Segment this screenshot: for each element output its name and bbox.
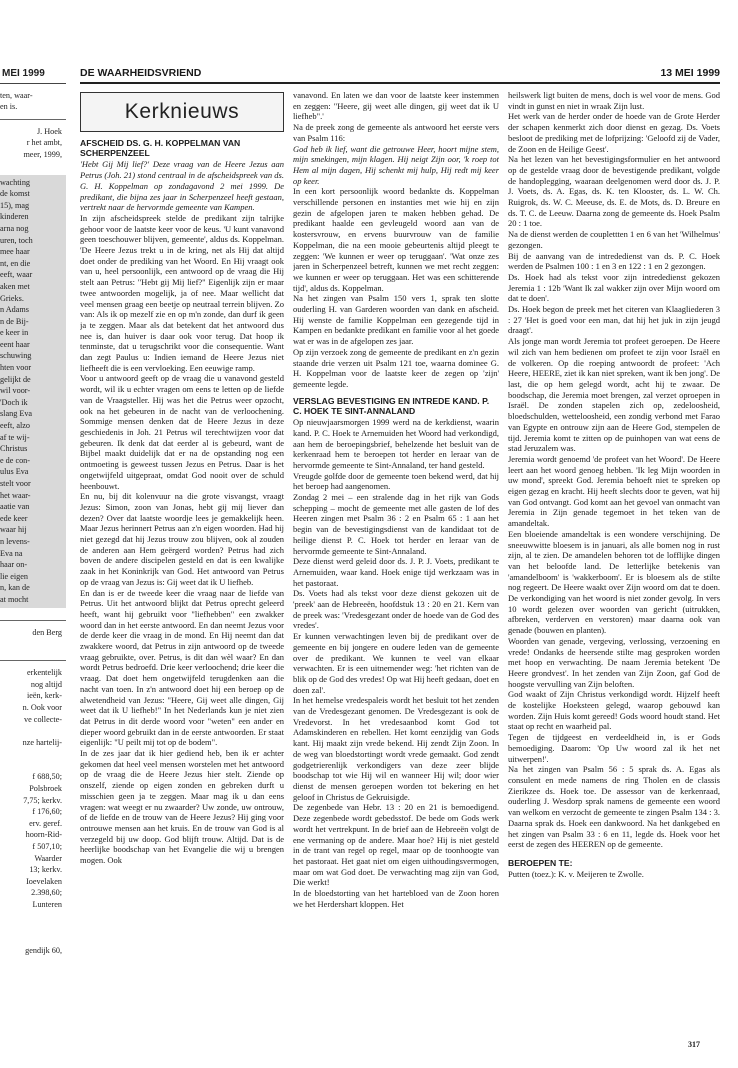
strip-line: nze hartelij- [22,737,62,747]
paragraph: En dan is er de tweede keer die vraag naar de liefde van Petrus. Uit het antwoord blijkt dat Petrus oprecht geleerd heeft, want hij gebruikt voor "liefhebben" een zwakker woord dan in het eerste antwoord. En dan neemt Jezus voor de derde keer die vraag in de mond. En Hij neemt dan dat zwakkere woord, dat Petrus in zijn antwoord op de tweede vraag gebruikte, over. Petrus, is dit dan wèl waar? En dan wordt Petrus bedroefd. Drie keer verloochend; drie keer die vraag. Dat doet hem ongetwijfeld terugdenken aan die nacht van toen. In z'n antwoord doet hij een beroep op de alwetendheid van Jezus: "Heere, Gij weet alle dingen, Gij weet dat ik U liefheb!" In het Nederlands kun je niet zien dat Petrus in dit derde woord voor "weten" een ander en dieper woord gebruikt dan in de eerste antwoorden. Er staat eigenlijk: "U peilt mij tot op de bodem". [80,587,284,748]
section-title: Kerknieuws [124,99,240,123]
strip-line: e keer in [0,328,29,338]
strip-line: slang Eva [0,409,33,419]
paragraph: Zondag 2 mei – een stralende dag in het rijk van Gods schepping – mocht de gemeente met alle gasten de lof des Heeren zingen met Psalm 36 : 2 en Psalm 65 : 1 aan het begin van de bevestigingsdienst van de kandidaat tot de heilige dienst P. C. Hoek tot herder en leraar van de hervormde gemeente te Sint-Annaland. [293,492,499,556]
strip-line: 'Doch ik [0,397,28,407]
strip-line: r het ambt, [26,138,62,148]
article-heading-hoek: VERSLAG BEVESTIGING EN INTREDE KAND. P. C. HOEK TE SINT-ANNALAND [293,395,490,416]
paragraph: In zijn afscheidspreek stelde de predikant zijn talrijke gehoor voor de laatste keer voor de keus. 'U kunt vanavond geen toeschouwer blijven, gemeente', aldus ds. Koppelman. 'De Heere Jezus trekt u in de kring, net als Hij dat altijd doet onder de prediking van het Woord. En Hij vraagt ook van u, heel persoonlijk, een antwoord op de vraag die Hij stelt aan Petrus: "Hebt gij Mij lief?" Eigenlijk zijn er maar twee antwoorden mogelijk, ja of nee. Maar wellicht dat veel mensen graag een beetje op neutraal terrein blijven. Zo van: Als ik op mezelf zie en op m'n zonde, dan durf ik geen ja te zeggen. Maar als dat betekent dat het antwoord dus nee is, dan huiver is daar ook voor terug. Dat hoop ik tenminste, dat u terugschrikt voor die consequentie. Want dan zegt Paulus u: Indien iemand de Heere Jezus niet liefheeft die is een vervloeking. Een eeuwige ramp. [80,212,284,373]
paragraph: In de bloedstorting van het hartebloed van de Zoon horen we het Herdershart kloppen. Het [293,888,499,909]
strip-line: n Adams [0,305,29,315]
strip-line: den Berg [32,627,62,637]
strip-line [0,725,66,737]
paragraph: Als jonge man wordt Jeremia tot profeet geroepen. De Heere wil zich van hem bedienen om profeet te zijn voor Israël en de volkeren. Op die roeping antwoordt de profeet: 'Ach Heere, HEERE, ziet ik kan niet spreken, want ik ben jong'. De last, die op hem gelegd wordt, acht hij te zwaar. De boodschap, die Jeremia moet brengen, zal verzet oproepen in Israël. De zonden stapelen zich op, zedeloosheid, bloedschulden, wetteloosheid, een zondig verbond met Farao van Egypte en ontrouw zijn aan de Heere God, stempelen de tijd. Jeremia komt te zitten op de puinhopen van wat eens de stad Jeruzalem was. [508,336,720,454]
strip-top-lines [0,90,66,113]
strip-line: Grieks. [0,293,24,303]
strip-line: uren, toch [0,235,33,245]
paragraph: Jeremia wordt genoemd 'de profeet van het Woord'. De Heere leert aan het woord genoeg hebben. 'Ik leg Mijn woorden in uw mond', spreekt God. Jeremia behoeft niet te spreken op eigen gezag en kracht. Hij heeft slechts door te geven, wat hij van God ontvangt. God komt aan het gevoel van onmacht van Jeremia in Zijn genade tegemoet in het teken van de amandeltak. [508,453,720,529]
paragraph: vanavond. En laten we dan voor de laatste keer instemmen en zeggen: "Heere, gij weet alle dingen, gij weet dat ik U liefheb".' [293,90,499,122]
strip-line: f 176,60; [32,807,62,817]
strip-line: haar on- [0,560,28,570]
strip-line: f 507,10; [32,842,62,852]
paragraph: In de zes jaar dat ik hier gediend heb, ben ik er achter gekomen dat heel veel mensen worstelen met het antwoord op de vraag die de Heere Jezus hier stelt. Ziende op onszelf, ziende op eigen zonden en gebreken durft u misschien geen ja te zeggen. Maar mag ik u dan eens vragen: wat weegt er nu zwaarder? Uw zonde, uw ontrouw, of de liefde en de trouw van de Heere Jezus? Hij ging voor ontrouwe mensen aan het kruis. En de trouw van God is al verzegeld bij uw doop. God blijft trouw. Altijd. Dat is de heerlijke boodschap van het Evangelie die wij u brengen mogen. Ook [80,748,284,866]
strip-line [0,934,66,946]
paragraph: God heb ik lief, want die getrouwe Heer, hoort mijne stem, mijn smekingen, mijn klagen. Hij neigt Zijn oor, 'k roep tot Hem al mijn dagen, Hij schenkt mij hulp, Hij redt mij keer op keer. [293,143,499,186]
strip-line: f 688,50; [32,772,62,782]
strip-line: ve collecte- [24,714,62,724]
paragraph: Ds. Voets had als tekst voor deze dienst gekozen uit de 'preek' aan de Hebreeën, hoofdstuk 13 : 20 en 21. Kern van de preek was: 'Vredesgezant onder de hoede van de God des vredes'. [293,588,499,631]
strip-line: aken met [0,281,30,291]
strip-line: 2.398,60; [31,888,62,898]
strip-line: de komst [0,189,30,199]
beroepen-heading: BEROEPEN TE: [508,857,573,868]
strip-line: 13; kerkv. [29,865,62,875]
paragraph: heilswerk ligt buiten de mens, doch is wel voor de mens. God vindt in gunst en niet in wraak Zijn lust. [508,90,720,111]
paragraph: Op nieuwjaarsmorgen 1999 werd na de kerkdienst, waarin kand. P. C. Hoek te Arnemuiden het Woord had verkondigd, aan hem de beroepingsbrief, behelzende het besluit van de kerkenraad hem te beroepen tot herder en leraar van de hervormde gemeente te Sint-Annaland, ter hand gesteld. [293,417,499,470]
strip-line: n, kan de [0,583,30,593]
paragraph: 'Hebt Gij Mij lief?' Deze vraag van de Heere Jezus aan Petrus (Joh. 21) stond centraal in de afscheidspreek van ds. G. H. Koppelman op zondagavond 2 mei 1999. De predikant, die bijna zes jaar in Scherpenzeel heeft gestaan, vertrekt naar de hervormde gemeente van Kampen. [80,159,284,213]
strip-line: Christus [0,444,28,454]
paragraph: En nu, bij dit kolenvuur na die grote visvangst, vraagt Jezus: Simon, zoon van Jonas, hebt gij mij liever dan dezen? Over dat laatste woordje lees je gemakkelijk heen. Maar Jezus herinnert Petrus aan z'n eigen woorden. Had hij niet gezegd dat hij Jezus trouw zou blijven, ook al zouden de anderen aan Hem geërgerd worden? Petrus had zich boven de andere discipelen gesteld en dat is een kwalijke zaak in het Koninkrijk van God. Het antwoord van Petrus op de vraag van Jezus is: Gij weet dat ik U liefheb. [80,491,284,587]
section-title-box [80,92,284,132]
paragraph: In een kort persoonlijk woord bedankte ds. Koppelman verschillende personen en instanties met wie hij en zijn gezin de afgelopen jaren te maken hebben gehad. De predikant haalde een gevleugeld woord aan van de kostersvrouw, en ervens buurvrouw van de familie Koppelman, die na een mooie gebeurtenis altijd pleegt te zeggen: 'We kunnen er weer op teruggaan'. 'Wat onze zes jaren in Scherpenzeel betreft, kunnen we met recht zeggen: we kunnen er weer op teruggaan. Het was een schitterende tijd', aldus ds. Koppelman. [293,186,499,293]
strip-mid-lines [0,627,66,639]
strip-line: en is. [0,102,18,112]
strip-line: gendijk 60, [25,946,62,956]
strip-line: ieën, kerk- [26,691,62,701]
page-header [80,67,720,81]
strip-line: hoorn-Rid- [25,830,62,840]
strip-line: Polsbroek [29,784,62,794]
paragraph: Ds. Hoek had als tekst voor zijn intrededienst gekozen Jeremia 1 : 12b 'Want Ik zal wakker zijn over Mijn woord om dat te doen'. [508,271,720,304]
strip-line: meer, 1999, [23,149,62,159]
strip-line: nt, en die [0,258,31,268]
column-3 [508,90,720,1040]
strip-line: 7,75; kerkv. [23,795,62,805]
article-body-hoek-cont [508,90,720,850]
strip-lower-lines [0,667,66,957]
header-rule [80,82,720,84]
paragraph: Na het zingen van Psalm 56 : 5 sprak ds. A. Egas als consulent en mede namens de ring Tholen en de classis Zierikzee ds. Hoek toe. De assessor van de kerkenraad, ouderling J. Wesdorp sprak namens de gemeente een woord van welkom en verzocht de gemeente te zingen Psalm 134 : 3. Daarna sprak ds. Hoek een dankwoord. Na het dankgebed en het zingen van Psalm 33 : 6 en 11, legde ds. Hoek voor het eerst de zegen des HEEREN op de gemeente. [508,764,720,850]
paragraph: Voor u antwoord geeft op de vraag die u vanavond gesteld wordt, wil ik u echter vragen om eens te letten op de liefde van de Vraagsteller. Hij was het die Petrus weer opzocht, ook na het gebeuren in de nacht van de verloochening. Sommige mensen denken dat de Heere Jezus in deze geschiedenis in Joh. 21 Petrus wil terechtwijzen voor dat gebeuren. Ik denk dat dat eerder al is gebeurd, want de Bijbel maakt duidelijk dat er na de opstanding nog een ontmoeting is geweest tussen Jezus en Petrus. Daar is het ongetwijfeld uitgepraat, omdat God nooit over de schuld heenbouwt. [80,373,284,491]
strip-line: eeft, waar [0,270,33,280]
paragraph: Ds. Hoek begon de preek met het citeren van Klaagliederen 3 : 27 'Het is goed voor een man, dat hij het juk in zijn jeugd draagt'. [508,304,720,336]
strip-line: arna nog [0,223,29,233]
article-body-koppelman-cont [293,90,499,390]
paragraph: Er kunnen verwachtingen leven bij de predikant over de gemeente en bij jongere en oudere leden van de gemeente over de predikant. We kunnen te veel van elkaar verwachten. Er is een uitnemender weg: 'het richten van de blik op de God des vredes! Op wat Hij heeft gedaan, doet en doen zal'. [293,631,499,695]
strip-gray-box [0,175,66,608]
paragraph: Na de dienst werden de couplettten 1 en 6 van het 'Wilhelmus' gezongen. [508,229,720,250]
strip-line: kinderen [0,212,29,222]
strip-line: 15), mag [0,200,30,210]
paragraph: De zegenbede van Hebr. 13 : 20 en 21 is bemoedigend. Deze zegenbede wordt gebedsstof. De bede om Gods werk wordt het vertrekpunt. In de brief aan de Hebreeën volgt de ene vermaning op de andere. Maar hoe? Hij is niet gesteld in de trant van regel op regel, maar op de toonhoogte van het pastoraat. Het gaat niet om eigen uithoudingsvermogen, maar om wat God doet. De verwachting mag zijn van God, Die werkt! [293,802,499,888]
strip-line: ede keer [0,513,28,523]
strip-line: eent haar [0,339,30,349]
strip-line: af te wij- [0,432,30,442]
strip-line [0,748,66,760]
strip-line: ten, waar- [0,90,33,100]
paragraph: Het werk van de herder onder de hoede van de Grote Herder der schapen kenmerkt zich door dienst en gezag. Ds. Voets besloot de prediking met de lofprijzing: 'Geloofd zij de Vader, de Zoon en de Heilige Geest'. [508,111,720,154]
strip-line: wil voor- [0,386,31,396]
strip-line: mee haar [0,247,30,257]
strip-line: gelijkt de [0,374,31,384]
previous-page-strip [0,66,66,1046]
paragraph: In het hemelse vredespaleis wordt het besluit tot het zenden van de Vredesgezant genomen. De Vredesgezant is ook de Vredevorst. In het vredesaanbod komt God tot Adamskinderen en rebellen. Het komt eenzijdig van Gods kant. Hij maakt zijn vrede bekend. Hij zendt Zijn Zoon. In de weg van bloedstortingt wordt vrede gemaakt. God zendt godgetrierenlijk verkondigers van deze zeer blijde boodschap tot wie Hij wil en wanneer Hij wil; door wier dienst de mensen geroepen worden tot bekering en het geloof in Christus de Gekruisigde. [293,695,499,802]
paragraph: Na de preek zong de gemeente als antwoord het eerste vers van Psalm 116: [293,122,499,143]
strip-line: het waar- [0,490,31,500]
paragraph: Bij de aanvang van de intrededienst van ds. P. C. Hoek werden de Psalmen 100 : 1 en 3 en 122 : 1 en 2 gezongen. [508,250,720,272]
strip-line: Waarder [34,853,62,863]
strip-line: schuwing [0,351,32,361]
issue-date: 13 MEI 1999 [660,67,720,79]
strip-line: ulus Eva [0,467,29,477]
strip-line: n de Bij- [0,316,29,326]
article-body-hoek [293,417,499,909]
article-heading-koppelman: AFSCHEID DS. G. H. KOPPELMAN VAN SCHERPENZEEL [80,138,241,159]
paragraph: Een bloeiende amandeltak is een wondere verschijning. De sneeuwwitte bloesem is in januari, als alle bomen nog in rust zijn, al te zien. De amandelen behoren tot de lofflijke dingen van het beloofde land. De letterlijke betekenis van 'amandelboom' is 'wakkerboom'. Er is bloesem als de stilte nog regeert. De Heere waakt over Zijn woord om dat te doen. De verkondiging van het woord is niet zonder gevolg. In vers 10 wordt gelezen over woorden van gericht (uitrukken, afbreken, verderven en verstoren) maar daarna ook van genade (bouwen en planten). [508,528,720,636]
strip-line: n levens- [0,536,30,546]
strip-line: J. Hoek [36,126,62,136]
paragraph: Op zijn verzoek zong de gemeente de predikant en z'n gezin staande drie verzen uit Psalm 121 toe, waarna dominee G. H. Koppelman voor de laatste keer de zegen op 'zijn' gemeente legde. [293,346,499,389]
column-2 [293,90,499,1040]
strip-line: aatie van [0,502,30,512]
strip-line: nog altijd [30,679,62,689]
column-1 [80,90,284,1050]
article-body-koppelman [80,159,284,865]
strip-line: wachting [0,177,31,187]
paragraph: Vreugde golfde door de gemeente toen bekend werd, dat hij het beroep had aangenomen. [293,470,499,492]
beroepen-entry: Putten (toez.): K. v. Meijeren te Zwolle. [508,869,644,880]
paragraph: Na het lezen van het bevestigingsformulier en het antwoord op de gestelde vraag door de bevestigende predikant, volgde de handoplegging, waaraan deelgenomen werd door ds. J. P. J. Voets, ds. A. Egas, ds. K. ten Klooster, ds. L. W. Ch. Ruigrok, ds. W. C. Meeuse, ds. E. de Mots, ds. D. Breure en ds. T. C. de Leeuw. Daarna zong de gemeente ds. Hoek Psalm 20 : 1 toe. [508,154,720,229]
strip-line: lie eigen [0,571,28,581]
strip-sign-lines [0,126,66,161]
strip-line: n. Ook voor [22,702,62,712]
page-number: 317 [688,1040,700,1049]
paragraph: God waakt of Zijn Christus verkondigd wordt. Hijzelf heeft de kostelijke Hoeksteen gelegd, waarop gebouwd kan worden. Zijn Huis komt gereed! Gods woord houdt stand. Het staat op recht en waarheid pal. [508,689,720,732]
strip-line: erkentelijk [26,668,62,678]
paragraph: Woorden van genade, vergeving, verlossing, verzoening en vrede! Ondanks de heersende stilte mag gesproken worden met hoop en verwachting. De naam Jeremia betekent 'De Heere grondvest'. In het zenden van Zijn Zoon, gaf God de hoogste vervulling van Zijn beloften. [508,635,720,689]
strip-divider [0,119,66,120]
strip-divider [0,660,66,661]
paragraph: Deze dienst werd geleid door ds. J. P. J. Voets, predikant te Arnemuiden, waar kand. Hoek enige tijd werkzaam was in het pastoraat. [293,556,499,588]
strip-line: hten voor [0,363,32,373]
strip-line: erv. geref. [29,818,62,828]
strip-line: Eva na [0,548,23,558]
paragraph: Tegen de tijdgeest en verdeeldheid in, is er Gods bemoediging. Daarom: 'Op Uw woord zal ik het net uitwerpen!'. [508,732,720,764]
strip-line [0,922,66,934]
strip-line: eeft, alzo [0,421,30,431]
strip-date: MEI 1999 [0,66,66,84]
paragraph: Na het zingen van Psalm 150 vers 1, sprak ten slotte ouderling H. van Garderen woorden van dank en afscheid. Hij wenste de familie Koppelman een gezegende tijd in Kampen en bedankte predikant en familie voor al het goede wat er was in de afgelopen zes jaar. [293,293,499,347]
strip-divider [0,620,66,621]
strip-line [0,760,66,772]
strip-line [0,911,66,923]
strip-line: e de con- [0,455,31,465]
strip-line: Lunteren [32,900,62,909]
strip-line: Ioevelaken [26,876,62,886]
publication-title: DE WAARHEIDSVRIEND [80,67,202,79]
strip-line: at mocht [0,594,29,604]
strip-line: stelt voor [0,479,31,488]
strip-line: waar hij [0,525,27,535]
